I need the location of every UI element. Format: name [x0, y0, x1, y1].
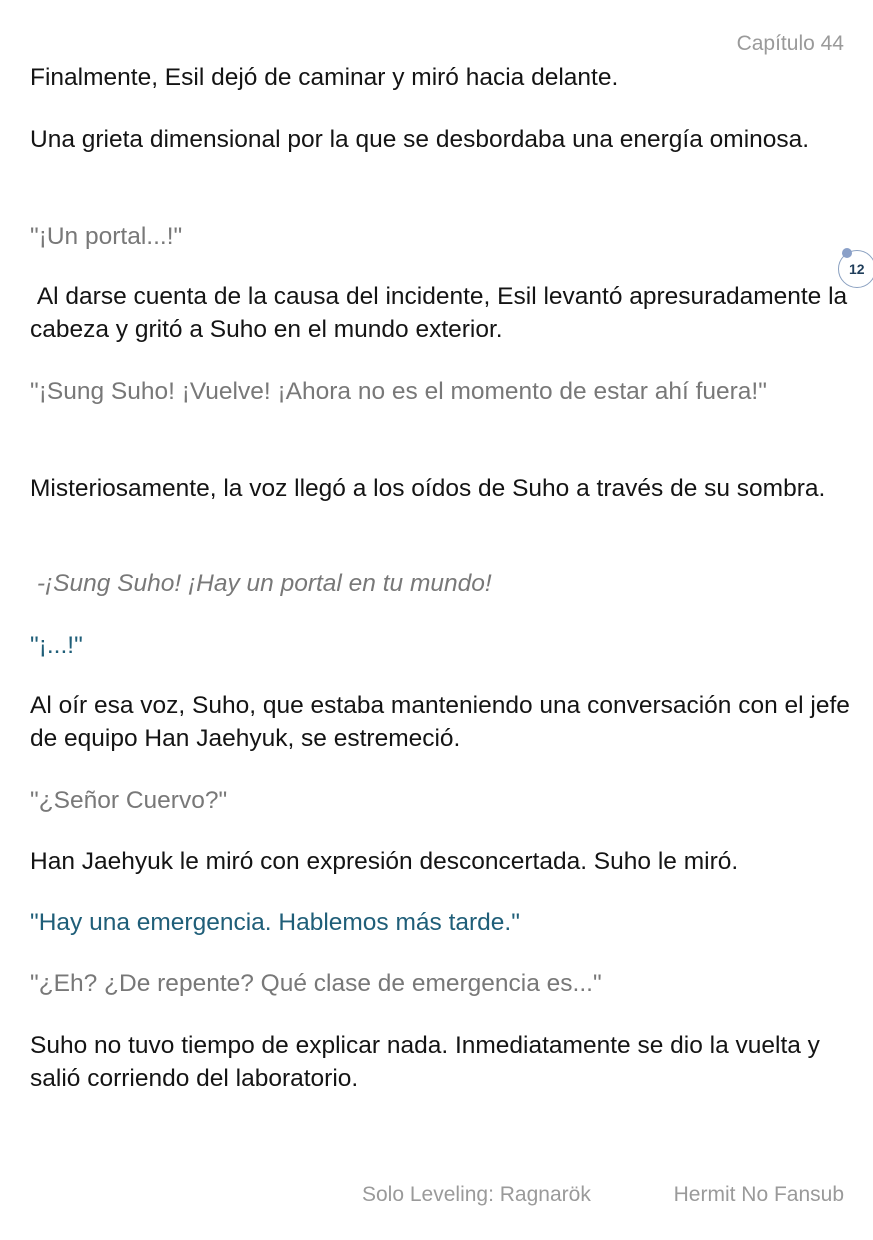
paragraph: Una grieta dimensional por la que se desbordaba una energía ominosa. [30, 126, 810, 153]
paragraph: Al darse cuenta de la causa del incidente, Esil levantó apresuradamente la cabeza y gritó a Suho en el mundo exterior. [30, 283, 854, 343]
paragraph: Al oír esa voz, Suho, que estaba manteniendo una conversación con el jefe de equipo Han Jaehyuk, se estremeció. [30, 692, 850, 752]
chapter-label: Capítulo 44 [736, 32, 844, 55]
dialogue: "¿Eh? ¿De repente? Qué clase de emergencia es..." [30, 970, 602, 997]
dialogue: "¡...!" [30, 632, 83, 659]
dialogue-italic: -¡Sung Suho! ¡Hay un portal en tu mundo! [30, 570, 492, 597]
paragraph: Han Jaehyuk le miró con expresión desconcertada. Suho le miró. [30, 848, 739, 875]
paragraph: Misteriosamente, la voz llegó a los oídos de Suho a través de su sombra. [30, 475, 826, 502]
dialogue: "¿Señor Cuervo?" [30, 787, 228, 814]
dialogue: "¡Sung Suho! ¡Vuelve! ¡Ahora no es el momento de estar ahí fuera!" [30, 378, 767, 405]
dialogue: "¡Un portal...!" [30, 223, 183, 250]
paragraph: Suho no tuvo tiempo de explicar nada. Inmediatamente se dio la vuelta y salió corriendo del laboratorio. [30, 1032, 820, 1092]
paragraph: Finalmente, Esil dejó de caminar y miró hacia delante. [30, 64, 619, 91]
footer-title: Solo Leveling: Ragnarök [362, 1183, 591, 1206]
dialogue: "Hay una emergencia. Hablemos más tarde." [30, 909, 520, 936]
footer-group: Hermit No Fansub [673, 1183, 844, 1206]
comment-count: 12 [849, 261, 865, 277]
badge-dot-icon [842, 248, 852, 258]
